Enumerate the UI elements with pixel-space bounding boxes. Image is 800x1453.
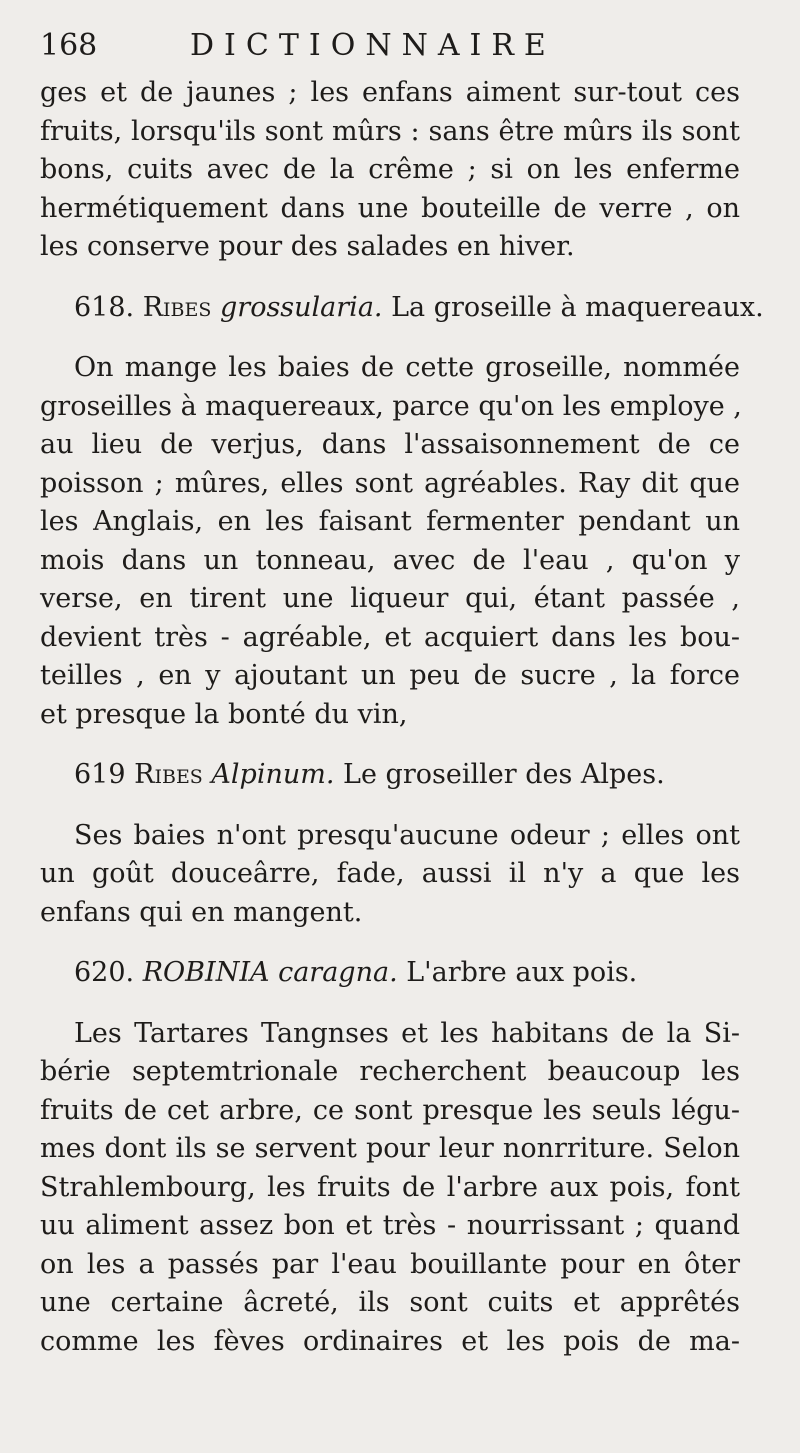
text-line: teilles , en y ajoutant un peu de sucre , la force — [40, 660, 740, 691]
text-line: devient très - agréable, et acquiert dans les bou- — [40, 621, 740, 653]
text-line: Les Tartares Tangnses et les habitans de la Si- — [74, 1017, 740, 1049]
entry-heading-620 — [40, 954, 740, 993]
text-line: verse, en tirent une liqueur qui, étant passée , — [40, 583, 740, 614]
common-name: L'arbre aux pois. — [406, 957, 638, 988]
page-number: 168 — [40, 28, 98, 63]
entry-number: 619 — [74, 759, 126, 790]
text-line: hermétiquement dans une bouteille de verre , on — [40, 192, 740, 224]
running-title: DICTIONNAIRE — [190, 28, 556, 63]
page-header — [40, 28, 760, 72]
text-line: et presque la bonté du vin, — [40, 698, 408, 730]
text-line: bérie septemtrionale recherchent beaucoup les — [40, 1056, 740, 1087]
text-line: poisson ; mûres, elles sont agréables. Ray dit que — [40, 467, 740, 499]
text-line: groseilles à maquereaux, parce qu'on les employe , — [40, 390, 742, 422]
text-line: ges et de jaunes ; les enfans aiment sur-tout ces — [40, 77, 740, 108]
species-name: Alpinum. — [211, 759, 335, 790]
text-line: uu aliment assez bon et très - nourrissant ; quand — [40, 1210, 740, 1241]
text-line: Ses baies n'ont presqu'aucune odeur ; elles ont — [74, 819, 740, 851]
text-line: fruits de cet arbre, ce sont presque les seuls légu- — [40, 1094, 740, 1126]
entry-number: 618. — [74, 291, 135, 323]
text-line: les Anglais, en les faisant fermenter pendant un — [40, 506, 740, 537]
species-name: grossularia. — [220, 291, 383, 323]
entry-number: 620. — [74, 957, 135, 988]
common-name: Le groseiller des Alpes. — [343, 759, 665, 790]
text-line: On mange les baies de cette groseille, nommée — [74, 352, 740, 383]
entry-heading-618 — [40, 289, 764, 328]
text-line: mois dans un tonneau, avec de l'eau , qu'on y — [40, 544, 740, 576]
text-line: on les a passés par l'eau bouillante pour en ôter — [40, 1248, 740, 1280]
text-line: au lieu de verjus, dans l'assaisonnement de ce — [40, 429, 740, 460]
text-line: comme les fèves ordinaires et les pois de ma- — [40, 1325, 740, 1357]
common-name: La groseille à maquereaux. — [391, 291, 764, 323]
species-name: caragna. — [278, 957, 398, 988]
page-text — [40, 74, 764, 1361]
text-line: une certaine âcreté, ils sont cuits et apprêtés — [40, 1287, 740, 1318]
genus-name: ROBINIA — [142, 957, 270, 988]
text-line: mes dont ils se servent pour leur nonrriture. Selon — [40, 1133, 740, 1164]
genus-name: Ribes — [134, 759, 203, 790]
text-line: fruits, lorsqu'ils sont mûrs : sans être mûrs ils sont — [40, 115, 740, 147]
entry-heading-619 — [40, 756, 740, 795]
text-line: les conserve pour des salades en hiver. — [40, 231, 575, 262]
text-line: un goût douceârre, fade, aussi il n'y a que les — [40, 858, 740, 889]
genus-name: Ribes — [142, 291, 212, 323]
text-line: bons, cuits avec de la crême ; si on les enferme — [40, 154, 740, 185]
text-line: Strahlembourg, les fruits de l'arbre aux pois, font — [40, 1171, 740, 1203]
text-line: enfans qui en mangent. — [40, 896, 363, 928]
